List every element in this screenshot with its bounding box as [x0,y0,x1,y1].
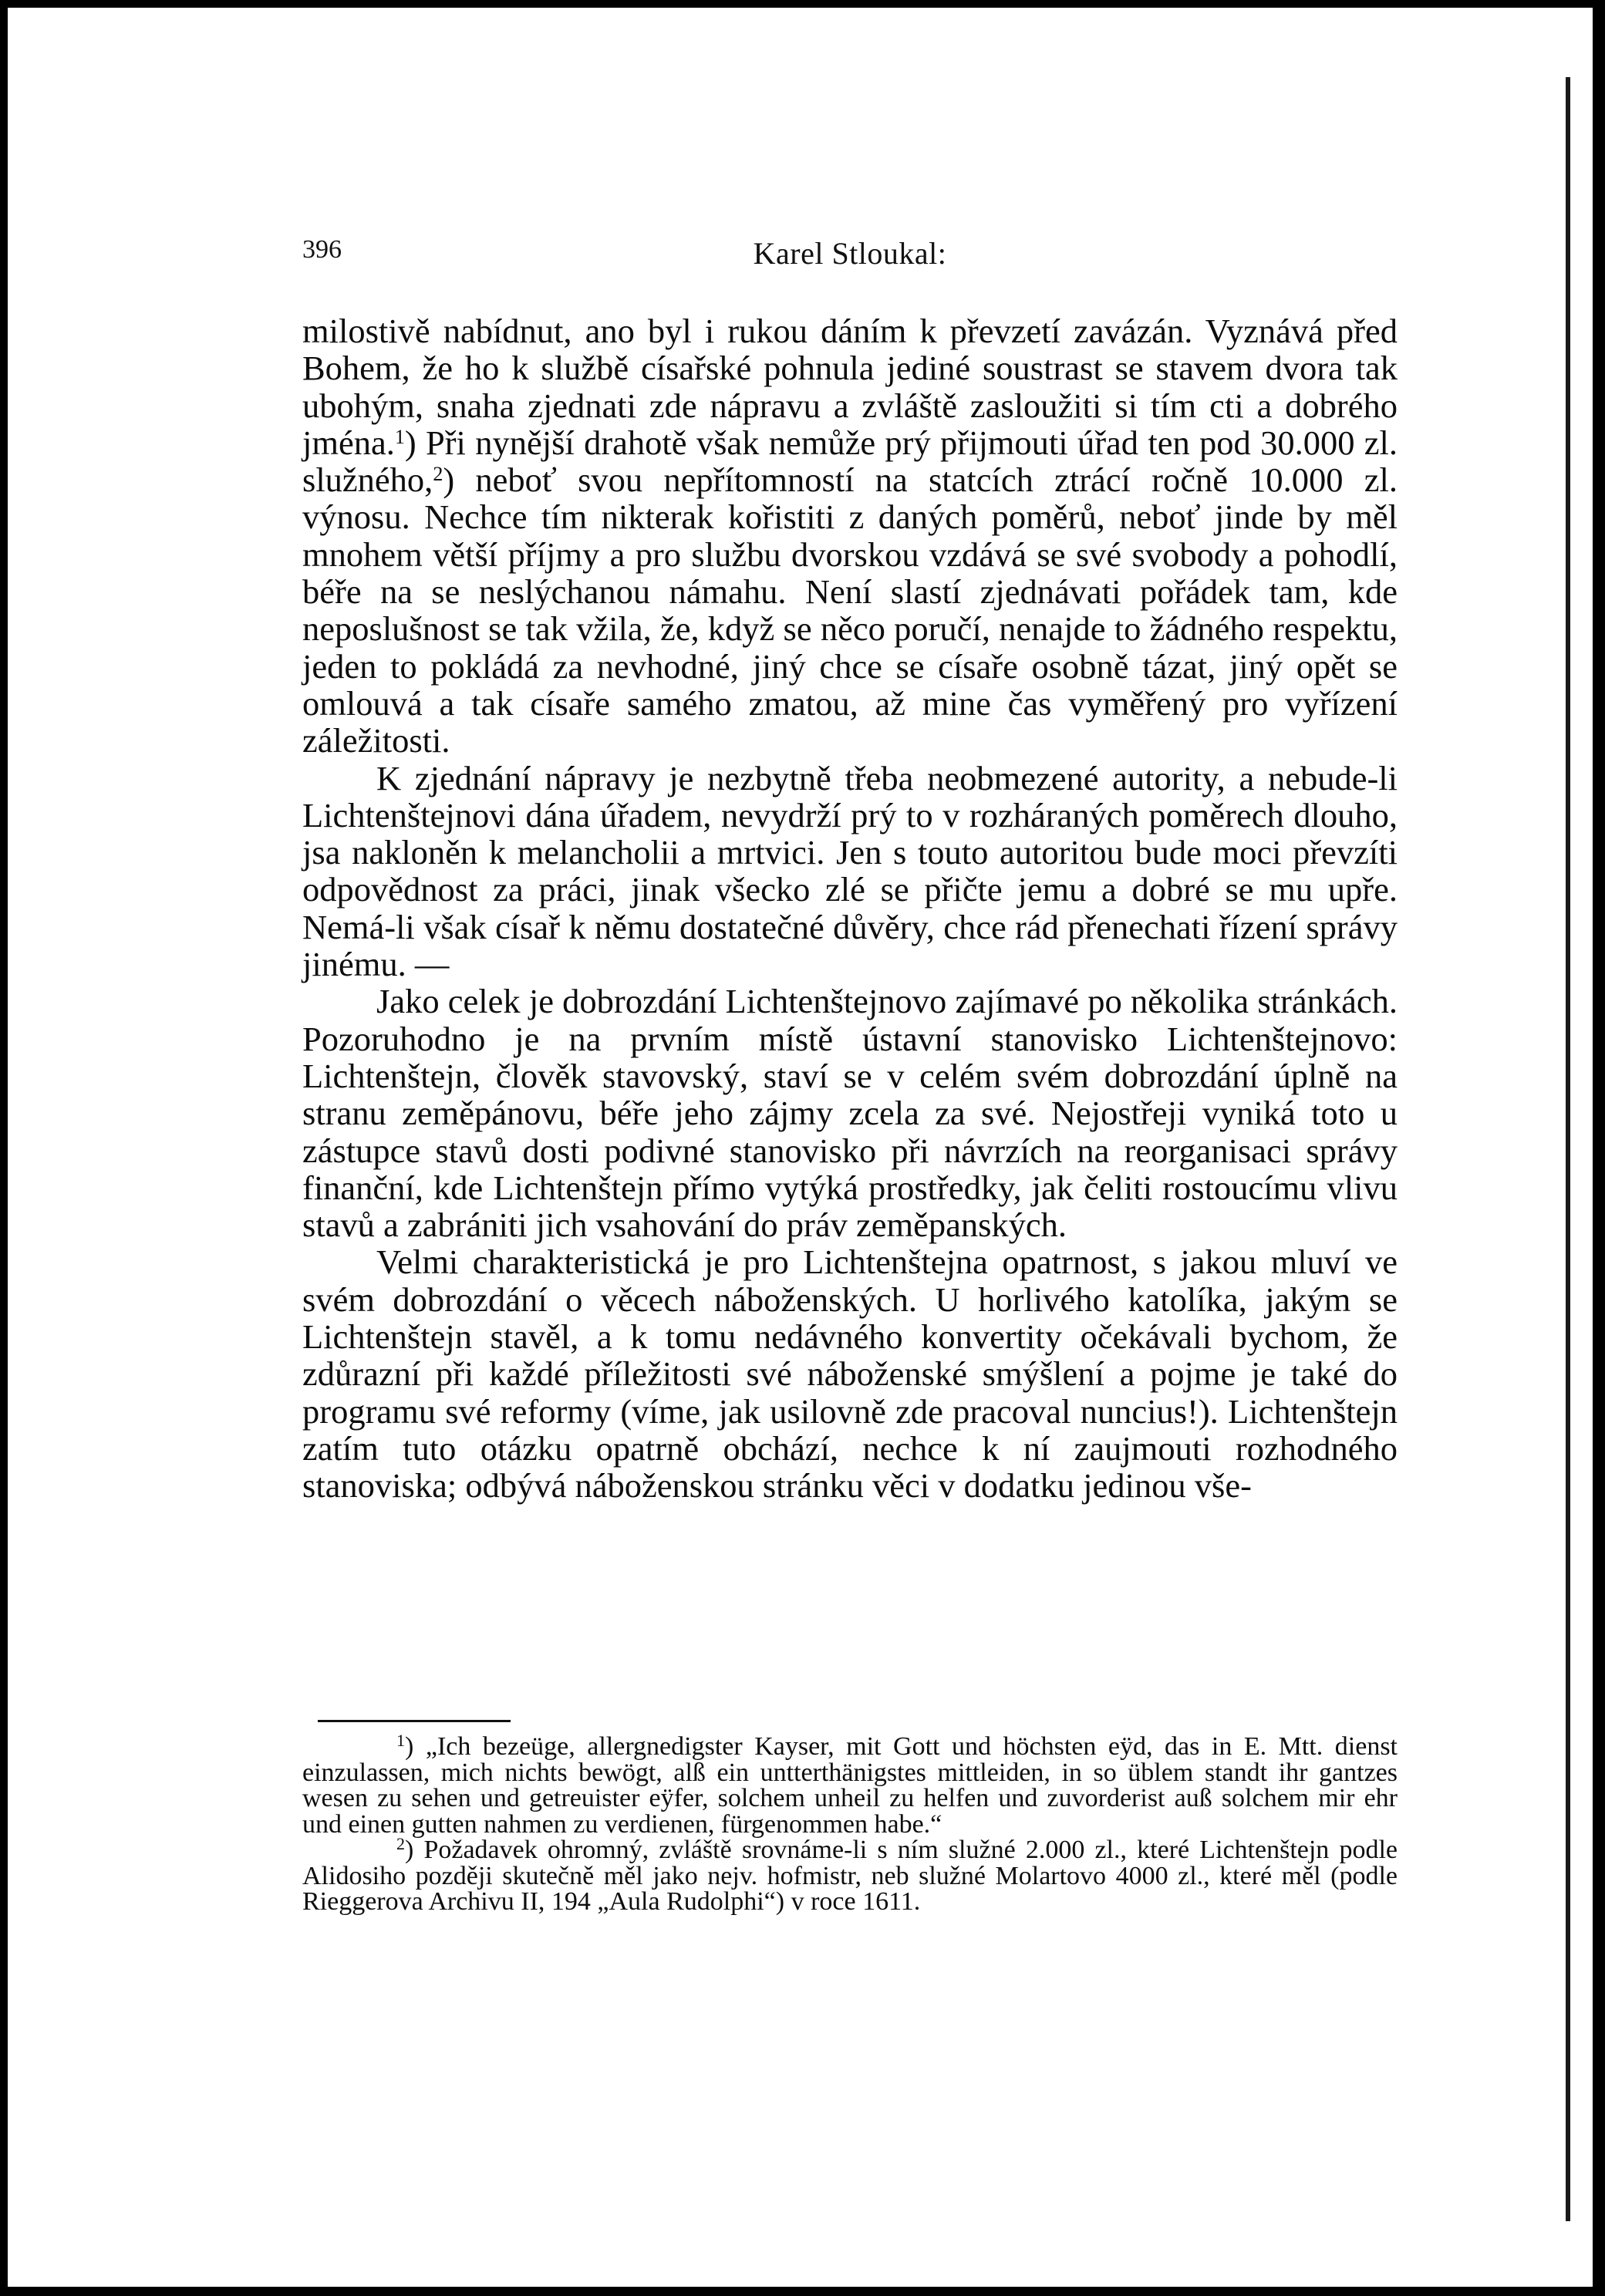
paragraph-1-text-c: ) neboť svou nepřítomností na statcích ztrácí ročně 10.000 zl. výnosu. Nechce tím nikterak kořistiti z daných poměrů, neboť jinde by měl mnohem větší příjmy a pro službu dvorskou vzdává se své svobody a pohodlí, béře na se neslýchanou námahu. Není slastí zjednávati pořádek tam, kde neposlušnost se tak vžila, že, když se něco poručí, nenajde to žádného respektu, jeden to pokládá za nevhodné, jiný chce se císaře osobně tázat, jiný opět se omlouvá a tak císaře samého zmatou, až mine čas vyměřený pro vyřízení záležitosti. [302,460,1398,760]
paragraph-1-text-a: milostivě nabídnut, ano byl i rukou dáním k převzetí zavázán. Vyznává před Bohem, že ho k službě císařské pohnula jediné soustrast se stavem dvora tak ubohým, snaha zjednati zde nápravu a zvláště zasloužiti si tím cti a dobrého jména. [302,312,1398,462]
footnote-ref-2: 2 [433,463,443,486]
page-number: 396 [302,235,342,264]
paragraph-4: Velmi charakteristická je pro Lichtenštejna opatrnost, s jakou mluví ve svém dobrozdání o věcech náboženských. U horlivého katolíka, jakým se Lichtenštejn stavěl, a k tomu nedávného konvertity očekávali bychom, že zdůrazní při každé příležitosti své náboženské smýšlení a pojme je také do programu své reformy (víme, jak usilovně zde pracoval nuncius!). Lichtenštejn zatím tuto otázku opatrně obchází, nechce k ní zaujmouti rozhodného stanoviska; odbývá náboženskou stránku věci v dodatku jedinou vše- [302,1242,1398,1505]
running-head [302,235,1398,282]
footnote-1 [302,1731,1398,1839]
footnote-separator [318,1720,511,1722]
book-spine-line [1566,77,1570,2221]
footnote-1-marker: 1 [396,1731,405,1750]
paragraph-2: K zjednání nápravy je nezbytně třeba neobmezené autority, a nebude-li Lichtenštejnovi dána úřadem, nevydrží prý to v rozháraných poměrech dlouho, jsa nakloněn k melancholii a mrtvici. Jen s touto autoritou bude moci převzíti odpovědnost za práci, jinak všecko zlé se přičte jemu a dobré se mu upře. Nemá-li však císař k němu dostatečné důvěry, chce rád přenechati řízení správy jinému. — [302,758,1398,984]
paragraph-3: Jako celek je dobrozdání Lichtenštejnovo zajímavé po několika stránkách. Pozoruhodno je na prvním místě ústavní stanovisko Lichtenštejnovo: Lichtenštejn, člověk stavovský, staví se v celém svém dobrozdání úplně na stranu zeměpánovu, béře jeho zájmy zcela za své. Nejostřeji vyniká toto u zástupce stavů dosti podivné stanovisko při návrzích na reorganisaci správy finanční, kde Lichtenštejn přímo vytýká prostředky, jak čeliti rostoucímu vlivu stavů a zabrániti jich vsahování do práv zeměpanských. [302,982,1398,1245]
footnotes [302,1731,1398,1916]
footnote-2-marker: 2 [396,1834,405,1853]
author-heading: Karel Stloukal: [753,236,947,271]
footnote-2 [302,1834,1398,1916]
page-edge-shadow [1593,0,1605,2296]
paragraph-1-text-b: ) Při nynější drahotě však nemůže prý přijmouti úřad ten pod 30.000 zl. služného, [302,423,1398,500]
footnote-1-text: ) „Ich bezeüge, allergnedigster Kayser, mit Gott und höchsten eÿd, das in E. Mtt. dienst einzulassen, mich nichts bewögt, alß ein untterthänigstes mittleiden, in so üblem standt ihr gantzes wesen zu sehen und getreuister eÿfer, solchem unheil zu helfen und zuvorderist auß solchem mir ehr und einen gutten nahmen zu verdienen, fürgenommen habe.“ [302,1732,1398,1839]
footnote-2-text: ) Požadavek ohromný, zvláště srovnáme-li s ním služné 2.000 zl., které Lichtenštejn podle Alidosiho později skutečně měl jako nejv. hofmistr, neb služné Molartovo 4000 zl., které měl (podle Rieggerova Archivu II, 194 „Aula Rudolphi“) v roce 1611. [302,1836,1398,1916]
paragraph-1 [302,312,1398,760]
body-text [302,312,1398,1505]
footnote-ref-1: 1 [394,425,405,448]
